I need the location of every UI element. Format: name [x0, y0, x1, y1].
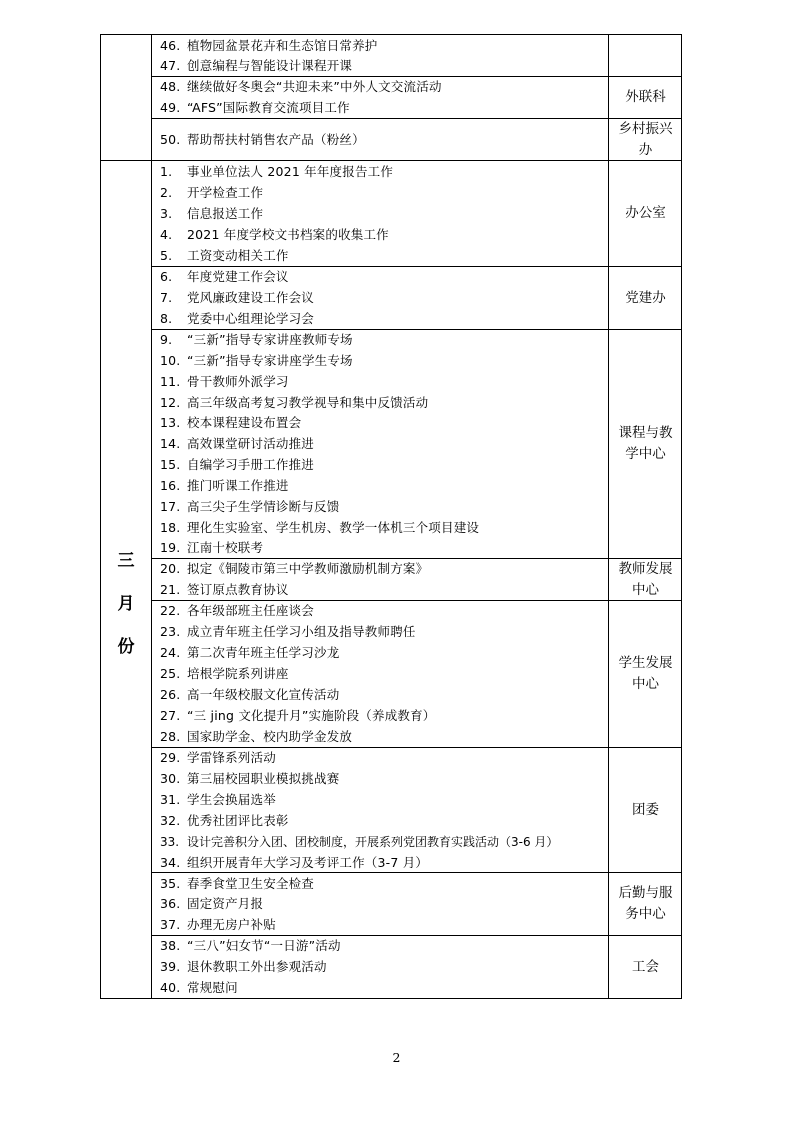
list-item: 47. 创意编程与智能设计课程开课: [160, 58, 353, 73]
list-item: 15. 自编学习手册工作推进: [160, 457, 315, 472]
list-item: 21. 签订原点教育协议: [160, 582, 289, 597]
list-item: 9. “三新”指导专家讲座教师专场: [160, 332, 353, 347]
dept-cell: 办公室: [625, 205, 666, 221]
list-item: 37. 办理无房户补贴: [160, 917, 276, 932]
list-item: 22. 各年级部班主任座谈会: [160, 603, 315, 618]
list-item: 48. 继续做好冬奥会“共迎未来”中外人文交流活动: [160, 79, 442, 94]
month-char: 月: [117, 594, 135, 614]
dept-cell: 学生发展中心: [618, 655, 673, 692]
list-item: 30. 第三届校园职业模拟挑战赛: [160, 771, 340, 786]
month-label: [100, 540, 152, 669]
list-item: 36. 固定资产月报: [160, 896, 264, 911]
list-item: 13. 校本课程建设布置会: [160, 415, 302, 430]
list-item: 20. 拟定《铜陵市第三中学教师激励机制方案》: [160, 561, 429, 576]
list-item: 46. 植物园盆景花卉和生态馆日常养护: [160, 38, 378, 53]
list-item: 4. 2021 年度学校文书档案的收集工作: [160, 227, 389, 242]
dept-cell: 工会: [632, 958, 659, 975]
list-item: 49. “AFS”国际教育交流项目工作: [160, 100, 350, 115]
dept-cell: 教师发展中心: [618, 560, 673, 598]
month-char: 三: [117, 551, 135, 571]
list-item: 5. 工资变动相关工作: [160, 248, 289, 263]
dept-cell: [609, 35, 682, 76]
list-item: 29. 学雷锋系列活动: [160, 750, 276, 765]
list-item: 39. 退休教职工外出参观活动: [160, 959, 327, 974]
dept-cell: 后勤与服务中心: [618, 885, 673, 922]
list-item: 18. 理化生实验室、学生机房、教学一体机三个项目建设: [160, 520, 480, 535]
list-item: 14. 高效课堂研讨活动推进: [160, 436, 315, 451]
list-item: 34. 组织开展青年大学习及考评工作（3-7 月）: [160, 855, 429, 870]
list-item: 40. 常规慰问: [160, 980, 238, 995]
list-item: 23. 成立青年班主任学习小组及指导教师聘任: [160, 624, 416, 639]
list-item: 6. 年度党建工作会议: [160, 269, 289, 284]
page-number: 2: [392, 1050, 401, 1065]
dept-cell: 党建办: [625, 289, 666, 306]
list-item: 17. 高三尖子生学情诊断与反馈: [160, 499, 340, 514]
list-item: 25. 培根学院系列讲座: [160, 666, 289, 681]
list-item: 31. 学生会换届选举: [160, 792, 276, 807]
list-item: 3. 信息报送工作: [160, 206, 264, 221]
list-item: 19. 江南十校联考: [160, 540, 264, 555]
list-item: 12. 高三年级高考复习教学视导和集中反馈活动: [160, 395, 429, 410]
list-item: 8. 党委中心组理论学习会: [160, 311, 315, 326]
list-item: 10. “三新”指导专家讲座学生专场: [160, 353, 353, 368]
dept-cell: 乡村振兴办: [618, 120, 673, 158]
list-item: 1. 事业单位法人 2021 年年度报告工作: [160, 164, 394, 179]
list-item: 16. 推门听课工作推进: [160, 478, 289, 493]
dept-cell: 课程与教学中心: [618, 425, 673, 462]
list-item: 2. 开学检查工作: [160, 185, 264, 200]
list-item: 24. 第二次青年班主任学习沙龙: [160, 645, 340, 660]
list-item: 50. 帮助帮扶村销售农产品（粉丝）: [160, 132, 365, 147]
list-item: 28. 国家助学金、校内助学金发放: [160, 729, 353, 744]
list-item: 26. 高一年级校服文化宣传活动: [160, 687, 340, 702]
month-char: 份: [117, 637, 135, 657]
dept-cell: 外联科: [625, 89, 666, 105]
list-item: 11. 骨干教师外派学习: [160, 374, 289, 389]
list-item: 32. 优秀社团评比表彰: [160, 813, 289, 828]
list-item: 35. 春季食堂卫生安全检查: [160, 876, 315, 891]
list-item: 27. “三 jing 文化提升月”实施阶段（养成教育）: [160, 708, 436, 723]
list-item: 38. “三八”妇女节“一日游”活动: [160, 938, 341, 953]
dept-cell: 团委: [632, 801, 659, 818]
list-item: 33. 设计完善积分入团、团校制度，开展系列党团教育实践活动（3-6 月）: [160, 835, 559, 849]
list-item: 7. 党风廉政建设工作会议: [160, 290, 315, 305]
